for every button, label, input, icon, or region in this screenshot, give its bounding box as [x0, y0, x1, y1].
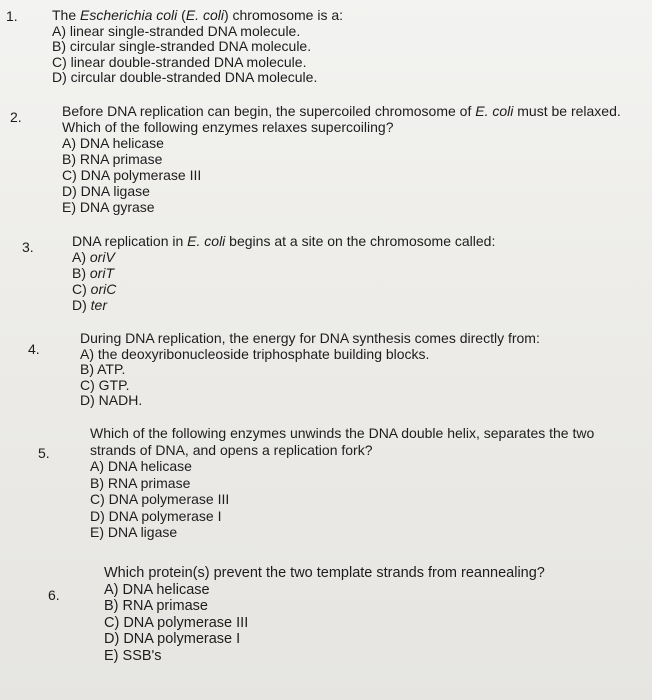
answer-option: D) DNA polymerase I: [90, 507, 222, 524]
answer-option: B) circular single-stranded DNA molecule.: [52, 38, 312, 54]
answer-options: [90, 458, 644, 541]
answer-option: A) DNA helicase: [62, 135, 164, 151]
question-body: [52, 8, 644, 86]
answer-option: A) the deoxyribonucleoside triphosphate building blocks.: [80, 345, 430, 362]
answer-option: D) circular double-stranded DNA molecule.: [52, 69, 318, 85]
answer-option: E) SSB's: [104, 647, 162, 664]
question-stem: Which protein(s) prevent the two template strands from reannealing?: [104, 565, 545, 581]
question-stem: The Escherichia coli (E. coli) chromosome is a:: [52, 7, 344, 23]
answer-option: B) RNA primase: [62, 151, 163, 167]
answer-options: [72, 249, 644, 313]
answer-option: A) oriV: [72, 249, 115, 265]
question-stem: Which of the following enzymes unwinds the DNA double helix, separates the two strands of DNA, and opens a replication fork?: [90, 425, 595, 458]
italic-term: E. coli: [475, 103, 514, 119]
answer-option: A) linear single-stranded DNA molecule.: [52, 22, 301, 39]
answer-option: A) DNA helicase: [104, 581, 210, 598]
question-number: 1.: [6, 8, 18, 24]
answer-option: C) oriC: [72, 281, 117, 297]
italic-term: E. coli: [187, 233, 226, 249]
answer-option: C) GTP.: [80, 376, 130, 393]
question-body: [62, 103, 644, 215]
answer-option: E) DNA gyrase: [62, 199, 155, 215]
question-number: 2.: [10, 109, 22, 125]
answer-option: B) RNA primase: [104, 598, 208, 614]
question-body: [72, 233, 644, 313]
answer-option: C) DNA polymerase III: [104, 614, 249, 631]
question-number: 3.: [22, 239, 34, 255]
answer-options: [104, 582, 644, 665]
answer-option: D) DNA polymerase I: [104, 631, 241, 647]
italic-term: ter: [90, 297, 108, 313]
italic-term: oriC: [90, 281, 117, 297]
question-stem: DNA replication in E. coli begins at a site on the chromosome called:: [72, 233, 496, 249]
answer-option: E) DNA ligase: [90, 524, 178, 540]
answer-option: D) NADH.: [80, 392, 143, 408]
answer-option: B) RNA primase: [90, 474, 191, 491]
question-number: 5.: [38, 445, 50, 461]
answer-options: [62, 135, 644, 215]
question-stem: Before DNA replication can begin, the supercoiled chromosome of E. coli must be relaxed. Which of the following enzymes relaxes supercoiling?: [62, 103, 621, 135]
answer-option: B) oriT: [72, 265, 115, 281]
answer-option: B) ATP.: [80, 361, 126, 377]
answer-option: D) DNA ligase: [62, 183, 150, 199]
question-number: 4.: [28, 341, 40, 357]
question-number: 6.: [48, 587, 60, 603]
answer-options: [80, 347, 644, 409]
answer-option: A) DNA helicase: [90, 458, 192, 474]
italic-term: oriV: [89, 249, 115, 265]
answer-option: C) linear double-stranded DNA molecule.: [52, 53, 307, 70]
question-body: [104, 565, 644, 664]
italic-term: Escherichia coli: [80, 7, 178, 23]
question-stem: During DNA replication, the energy for DNA synthesis comes directly from:: [80, 330, 540, 346]
italic-term: E. coli: [185, 7, 224, 23]
answer-option: C) DNA polymerase III: [90, 491, 230, 507]
question-body: [80, 331, 644, 409]
answer-option: C) DNA polymerase III: [62, 167, 202, 183]
italic-term: oriT: [89, 265, 115, 281]
question-body: [90, 425, 644, 541]
answer-option: D) ter: [72, 297, 108, 313]
answer-options: [52, 24, 644, 86]
